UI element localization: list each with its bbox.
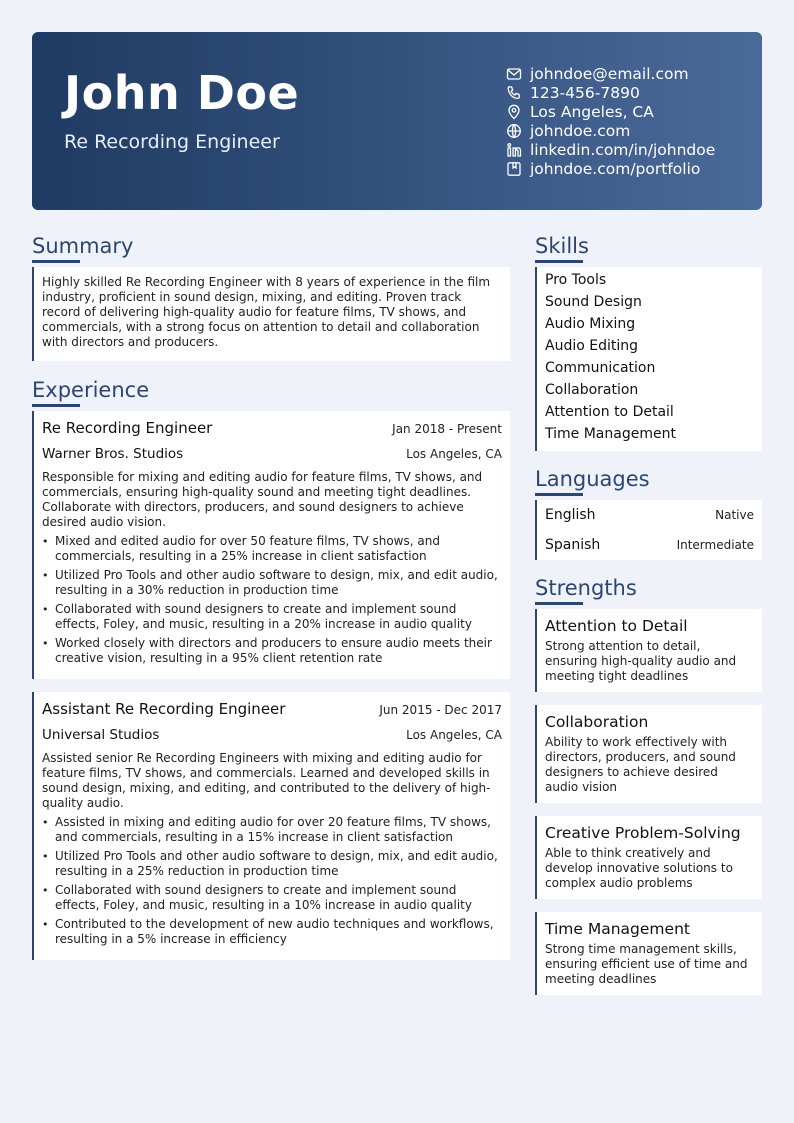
contact-linkedin-text: linkedin.com/in/johndoe	[530, 140, 716, 159]
linkedin-icon	[506, 142, 522, 158]
summary-card	[32, 267, 510, 361]
strength-description: Strong time management skills, ensuring efficient use of time and meeting deadlines	[545, 942, 748, 986]
job-role: Re Recording Engineer	[42, 419, 213, 437]
skill-item: Collaboration	[545, 382, 639, 398]
languages-card	[535, 500, 762, 560]
job-description: Assisted senior Re Recording Engineers with mixing and editing audio for feature films, TV shows, and commercials. Learned and developed skills in sound design, mixing, and editing, and contributed to the delivery of high-quality audio.	[42, 751, 491, 810]
contact-website[interactable]	[506, 121, 715, 140]
contact-email[interactable]	[506, 64, 715, 83]
job-bullet: • Contributed to the development of new audio techniques and workflows, resulting in a 5% increase in efficiency	[55, 917, 502, 947]
strength-title: Collaboration	[545, 713, 649, 731]
job-location: Los Angeles, CA	[406, 728, 502, 742]
skill-item: Attention to Detail	[545, 404, 674, 420]
experience-item-header	[34, 692, 510, 720]
contact-phone[interactable]	[506, 83, 715, 102]
mail-icon	[506, 66, 522, 82]
skill-item: Time Management	[545, 426, 676, 442]
language-item	[537, 500, 762, 530]
skills-heading: Skills	[535, 234, 589, 258]
globe-icon	[506, 123, 522, 139]
job-bullet: • Collaborated with sound designers to create and implement sound effects, Foley, and music, resulting in a 10% increase in audio quality	[55, 883, 502, 913]
job-bullet: • Collaborated with sound designers to create and implement sound effects, Foley, and music, resulting in a 20% increase in audio quality	[55, 602, 502, 632]
contact-list	[506, 64, 715, 178]
contact-website-text: johndoe.com	[530, 121, 631, 140]
candidate-name: John Doe	[64, 66, 300, 120]
job-bullet: • Worked closely with directors and producers to ensure audio meets their creative vision, resulting in a 95% client retention rate	[55, 636, 502, 666]
strength-title: Attention to Detail	[545, 617, 688, 635]
job-bullet: • Utilized Pro Tools and other audio software to design, mix, and edit audio, resulting in a 30% reduction in production time	[55, 568, 502, 598]
strength-title: Creative Problem-Solving	[545, 824, 741, 842]
strength-description: Able to think creatively and develop innovative solutions to complex audio problems	[545, 846, 733, 890]
job-bullets	[34, 815, 510, 947]
strength-description: Strong attention to detail, ensuring high-quality audio and meeting tight deadlines	[545, 639, 737, 683]
languages-heading: Languages	[535, 467, 650, 491]
strength-card	[535, 609, 762, 692]
job-bullets	[34, 534, 510, 666]
languages-underline	[535, 493, 583, 496]
skill-item: Communication	[545, 360, 656, 376]
strength-description: Ability to work effectively with directors, producers, and sound designers to achieve desired audio vision	[545, 735, 736, 794]
skill-item: Pro Tools	[545, 272, 607, 288]
experience-item-company-row	[34, 439, 510, 466]
contact-portfolio-text: johndoe.com/portfolio	[530, 159, 701, 178]
job-role: Assistant Re Recording Engineer	[42, 700, 286, 718]
contact-portfolio[interactable]	[506, 159, 715, 178]
skill-item: Audio Mixing	[545, 316, 636, 332]
contact-linkedin[interactable]	[506, 140, 715, 159]
skill-item: Audio Editing	[545, 338, 639, 354]
job-company: Warner Bros. Studios	[42, 446, 184, 462]
resume-header	[32, 32, 762, 210]
summary-text: Highly skilled Re Recording Engineer with 8 years of experience in the film industry, proficient in sound design, mixing, and editing. Proven track record of delivering high-quality audio for feature films, TV shows, and commercials, with a strong focus on attention to detail and collaboration with directors and producers.	[42, 275, 491, 349]
job-dates: Jun 2015 - Dec 2017	[379, 703, 502, 717]
contact-location	[506, 102, 715, 121]
strength-card	[535, 705, 762, 803]
skill-item: Sound Design	[545, 294, 642, 310]
job-company: Universal Studios	[42, 727, 160, 743]
experience-underline	[32, 404, 80, 407]
summary-heading: Summary	[32, 234, 134, 258]
contact-email-text: johndoe@email.com	[530, 64, 689, 83]
experience-item-header	[34, 411, 510, 439]
language-level: Intermediate	[676, 538, 754, 552]
strengths-underline	[535, 602, 583, 605]
language-item	[537, 530, 762, 560]
language-name: Spanish	[545, 537, 601, 553]
candidate-title: Re Recording Engineer	[64, 131, 280, 153]
language-level: Native	[715, 508, 754, 522]
experience-item	[32, 692, 510, 960]
experience-heading: Experience	[32, 378, 150, 402]
experience-item-company-row	[34, 720, 510, 747]
skills-underline	[535, 260, 583, 263]
job-location: Los Angeles, CA	[406, 447, 502, 461]
job-description: Responsible for mixing and editing audio for feature films, TV shows, and commercials, ensuring high-quality sound and meeting tight deadlines. Collaborate with directors, producers, and sound designers to achieve desired audio vision.	[42, 470, 483, 529]
strength-card	[535, 816, 762, 899]
job-bullet: • Utilized Pro Tools and other audio software to design, mix, and edit audio, resulting in a 25% reduction in production time	[55, 849, 502, 879]
contact-phone-text: 123-456-7890	[530, 83, 640, 102]
language-name: English	[545, 507, 596, 523]
job-bullet: • Mixed and edited audio for over 50 feature films, TV shows, and commercials, resulting in a 25% increase in client satisfaction	[55, 534, 502, 564]
strengths-heading: Strengths	[535, 576, 637, 600]
location-icon	[506, 104, 522, 120]
skills-card	[535, 267, 762, 451]
job-dates: Jan 2018 - Present	[392, 422, 502, 436]
experience-item	[32, 411, 510, 679]
strength-title: Time Management	[545, 920, 690, 938]
phone-icon	[506, 85, 522, 101]
summary-underline	[32, 260, 80, 263]
portfolio-icon	[506, 161, 522, 177]
strength-card	[535, 912, 762, 995]
contact-location-text: Los Angeles, CA	[530, 102, 654, 121]
job-bullet: • Assisted in mixing and editing audio for over 20 feature films, TV shows, and commercials, resulting in a 15% increase in client satisfaction	[55, 815, 502, 845]
